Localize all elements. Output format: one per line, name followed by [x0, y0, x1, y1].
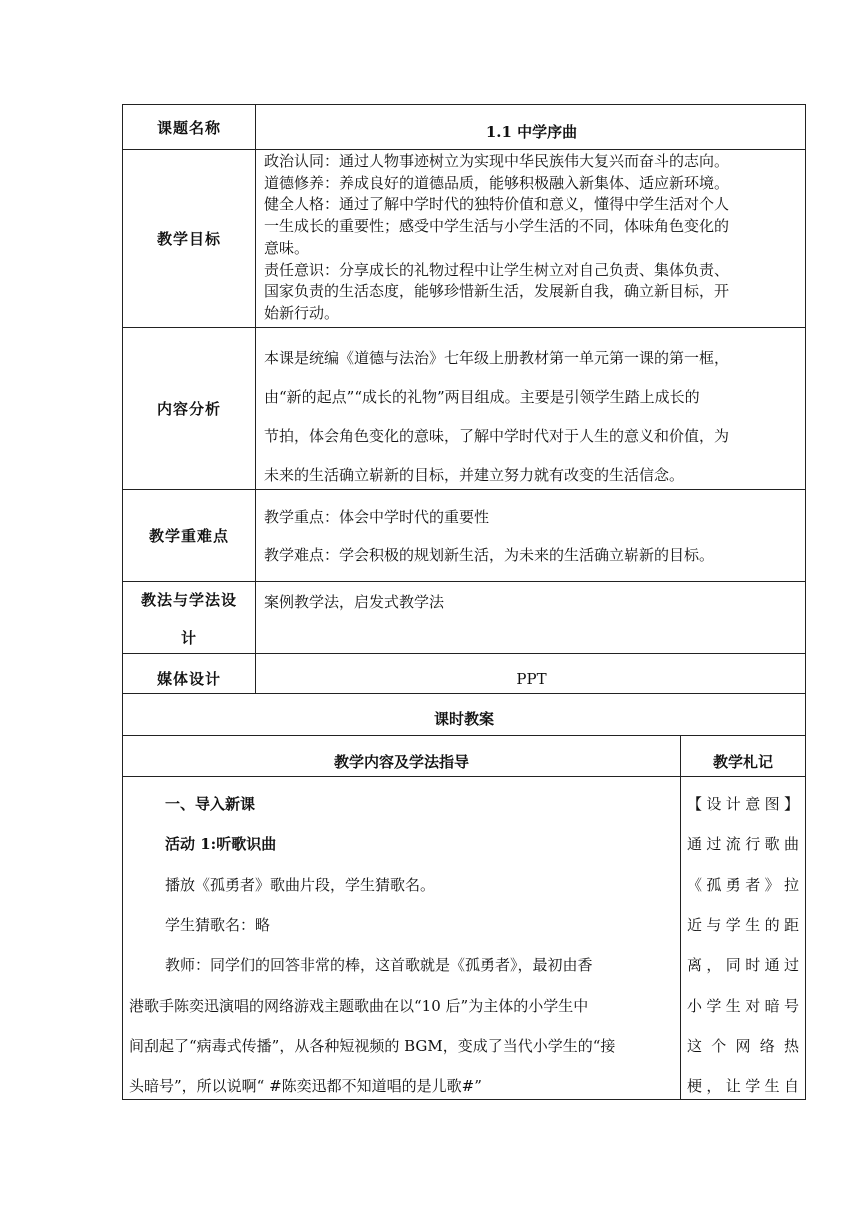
- note-line: 离，同时通过: [687, 956, 799, 974]
- notes-heading: 教学札记: [712, 752, 773, 771]
- keypoints-value: [256, 490, 805, 581]
- analysis-line: 未来的生活确立崭新的目标，并建立努力就有改变的生活信念。: [264, 466, 685, 484]
- notes-cell: [681, 777, 805, 1099]
- analysis-label: 内容分析: [123, 328, 256, 489]
- note-line: 小学生对暗号: [687, 997, 799, 1015]
- note-line: 这 个 网 络 热: [687, 1037, 799, 1055]
- design-intent-heading: 【设计意图】: [687, 795, 799, 813]
- method-value: 案例教学法，启发式教学法: [264, 593, 445, 611]
- goals-line: 政治认同：通过人物事迹树立为实现中华民族伟大复兴而奋斗的志向。: [264, 152, 730, 170]
- column-heading-row: [123, 736, 805, 777]
- analysis-value: [256, 328, 805, 489]
- plan-heading: 课时教案: [123, 694, 805, 736]
- goals-label: 教学目标: [123, 150, 256, 327]
- activity-heading: 活动 1:听歌识曲: [165, 835, 277, 853]
- goals-line: 健全人格：通过了解中学时代的独特价值和意义，懂得中学生活对个人: [264, 195, 730, 214]
- title-value: 1.1 中学序曲: [485, 122, 578, 141]
- lesson-body-row: [123, 777, 805, 1099]
- content-line: 间刮起了“病毒式传播”，从各种短视频的 BGM，变成了当代小学生的“接: [129, 1037, 616, 1055]
- analysis-row: [123, 328, 805, 490]
- keypoints-label: 教学重难点: [123, 490, 256, 581]
- goals-line: 道德修养：养成良好的道德品质，能够积极融入新集体、适应新环境。: [264, 173, 730, 192]
- content-cell: [123, 777, 681, 1099]
- content-line: 学生猜歌名：略: [165, 916, 271, 934]
- goals-line: 一生成长的重要性；感受中学生活与小学生活的不同，体味角色变化的: [264, 217, 730, 236]
- note-line: 《孤勇者》拉: [687, 876, 799, 894]
- note-line: 梗，让学生自: [687, 1077, 799, 1095]
- method-label: [123, 582, 256, 653]
- content-line: 播放《孤勇者》歌曲片段，学生猜歌名。: [165, 876, 436, 894]
- method-label-line: 计: [180, 628, 197, 647]
- analysis-line: 由“新的起点”“成长的礼物”两目组成。主要是引领学生踏上成长的: [264, 388, 700, 406]
- lesson-plan-table: [122, 104, 806, 1100]
- keypoint-line: 教学难点：学会积极的规划新生活，为未来的生活确立崭新的目标。: [264, 546, 715, 564]
- method-row: [123, 582, 805, 654]
- note-line: 通过流行歌曲: [687, 835, 799, 853]
- goals-value: [256, 150, 805, 327]
- media-label: 媒体设计: [123, 654, 256, 693]
- title-row: [123, 105, 805, 150]
- content-line: 港歌手陈奕迅演唱的网络游戏主题歌曲在以“10 后”为主体的小学生中: [129, 997, 589, 1015]
- analysis-line: 本课是统编《道德与法治》七年级上册教材第一单元第一课的第一框，: [264, 349, 730, 367]
- keypoint-line: 教学重点：体会中学时代的重要性: [264, 508, 490, 526]
- goals-row: [123, 150, 805, 328]
- method-label-line: 教法与学法设: [140, 590, 237, 609]
- note-line: 近与学生的距: [687, 916, 799, 934]
- keypoints-row: [123, 490, 805, 582]
- analysis-line: 节拍，体会角色变化的意味，了解中学时代对于人生的意义和价值，为: [264, 427, 730, 445]
- section-heading: 一、导入新课: [165, 795, 256, 813]
- content-line: 教师：同学们的回答非常的棒，这首歌就是《孤勇者》，最初由香: [165, 956, 593, 974]
- goals-line: 意味。: [264, 238, 310, 257]
- goals-line: 国家负责的生活态度，能够珍惜新生活，发展新自我，确立新目标，开: [264, 282, 730, 301]
- title-label: 课题名称: [123, 105, 256, 149]
- goals-line: 始新行动。: [264, 303, 340, 322]
- media-value: PPT: [516, 669, 547, 688]
- content-heading: 教学内容及学法指导: [123, 736, 681, 776]
- goals-line: 责任意识：分享成长的礼物过程中让学生树立对自己负责、集体负责、: [264, 260, 730, 279]
- media-row: [123, 654, 805, 694]
- content-line: 头暗号”，所以说啊“ #陈奕迅都不知道唱的是儿歌#”: [129, 1077, 482, 1095]
